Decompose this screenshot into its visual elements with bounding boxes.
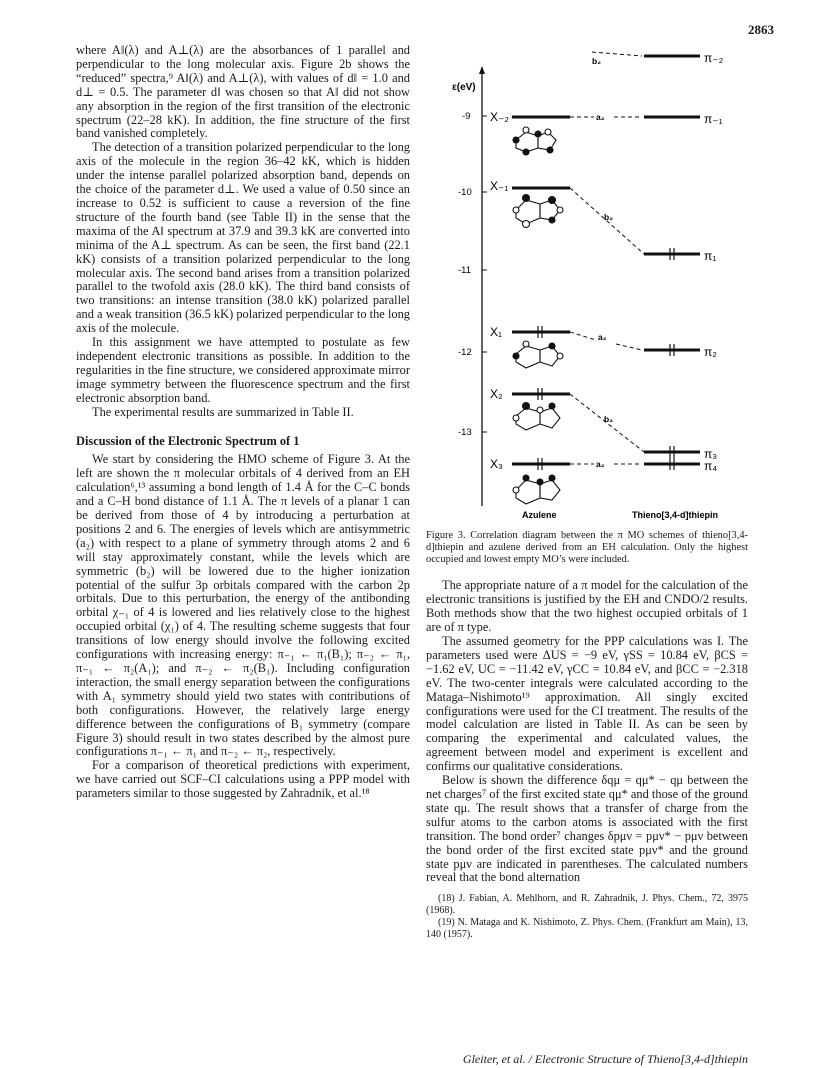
paragraph: For a comparison of theoretical predictions with experiment, we have carried out SCF–CI calculations using a PPP model with parameters similar to those suggested by Zahradnik, et al.¹⁸ xyxy=(76,758,410,801)
symmetry-label: b₂ xyxy=(604,414,613,424)
references xyxy=(426,893,748,940)
symmetry-label: a₂ xyxy=(598,332,607,342)
symmetry-label: a₂ xyxy=(596,459,605,469)
symmetry-label: a₂ xyxy=(596,112,605,122)
orbital-sketch-x1 xyxy=(513,341,563,368)
paragraph: The assumed geometry for the PPP calculations was I. The parameters used were ΔUS = −9 eV, γSS = 10.84 eV, βCS = −1.62 eV, UC = −11.42 eV, γCC = 10.84 eV, and βCC = −2.318 eV. The two-center integrals were calculated according to the Mataga–Nishimoto¹⁹ approximation. All singly excited configurations were used for the CI treatment. The results of the model calculation are listed in Table II. As can be seen by comparing the experimental and calculated values, the agreement between model and experiment is excellent and confirms our qualitative considerations. xyxy=(426,634,748,774)
level-label-right: π₂ xyxy=(704,345,717,359)
level-label-right: π₋₂ xyxy=(704,51,724,65)
correlation-diagram xyxy=(446,44,746,522)
level-label-left: X₁ xyxy=(490,325,503,339)
paragraph: The experimental results are summarized in Table II. xyxy=(92,404,354,419)
symmetry-label: b₂ xyxy=(604,212,613,222)
y-axis-arrow xyxy=(479,66,485,74)
level-label-left: X₋₂ xyxy=(490,110,509,124)
tick-label: -10 xyxy=(458,187,472,198)
tick-label: -13 xyxy=(458,427,472,438)
left-column xyxy=(76,44,410,801)
y-axis-label: ε(eV) xyxy=(452,82,476,93)
orbital-sketch-x-1 xyxy=(513,195,563,228)
tick-label: -12 xyxy=(458,347,472,358)
page-number: 2863 xyxy=(748,22,774,37)
paragraph: We start by considering the HMO scheme of Figure 3. At the left are shown the π molecular orbitals of 4 derived from an EH calculation⁶,¹³ assuming a bond length of 1.4 Å for the C–C bonds and a C–H bond distance of 1.1 Å. The π levels of a planar 1 can be derived from those of 4 by introducing a perturbation at positions 2 and 6. The energies of levels which are antisymmetric (a₂) with respect to a plane of symmetry through atoms 2 and 6 will stay approximately constant, while the levels which are symmetric (b₂) will be lowered due to the higher ionization potential of the sulfur 3p orbitals compared with the carbon 2p orbitals. Due to this perturbation, the energy of the antibonding orbital χ₋₁ of 4 is lowered and lies relatively close to the highest occupied orbital (χ₁) of 4. The resulting scheme suggests that four transitions of low energy should involve the following excited configurations with increasing energy: π₋₁ ← π₁(B₁); π₋₂ ← π₁, π₋₁ ← π₂(A₁); and π₋₂ ← π₂(B₁). Including configuration interaction, the small energy separation between the configurations with A₁ symmetry should yield two states with contributions of both configurations. However, the relatively large energy difference between the configurations of B₁ symmetry (compare Figure 3) should result in two states described by the almost pure configurations π₋₁ ← π₁ and π₋₂ ← π₂, respectively. xyxy=(76,452,410,759)
paragraph: In this assignment we have attempted to postulate as few independent electronic transitions as possible. In addition to the regularities in the fine structure, we considered approximate mirror image symmetry between the fluorescence spectrum and the first electronic absorption band. xyxy=(76,335,410,405)
azulene-label: Azulene xyxy=(522,510,557,520)
figure-caption: Figure 3. Correlation diagram between the π MO schemes of thieno[3,4-d]thiepin and azulene derived from an EH calculation. Only the highest occupied and lowest empty MO’s were included. xyxy=(426,530,748,565)
orbital-sketch-x3 xyxy=(513,475,560,504)
section-heading: Discussion of the Electronic Spectrum of 1 xyxy=(76,434,300,449)
correlation-line xyxy=(616,344,642,350)
running-footer: Gleiter, et al. / Electronic Structure of Thieno[3,4-d]thiepin xyxy=(462,1052,748,1066)
level-label-left: X₂ xyxy=(490,387,503,401)
level-label-right: π₄ xyxy=(704,459,718,473)
tick-label: -11 xyxy=(458,265,472,276)
paragraph: Below is shown the difference δqμ = qμ* − qμ between the net charges⁷ of the first excited state qμ* and those of the ground state qμ. The result shows that a transfer of charge from the sulfur atoms to the carbon atoms is associated with the first transition. The bond order⁷ changes δpμν = pμν* − pμν between the bond order of the first excited state pμν* and the ground state pμν are indicated in parentheses. The calculated numbers reveal that the bond alternation xyxy=(426,773,748,885)
level-label-left: X₃ xyxy=(490,457,503,471)
orbital-sketch-x-2 xyxy=(513,127,556,155)
paragraph: The appropriate nature of a π model for the calculation of the electronic transitions is justified by the EH and CNDO/2 results. Both methods show that the two highest occupied orbitals of 1 are of π type. xyxy=(426,578,748,635)
level-label-right: π₁ xyxy=(704,249,717,263)
tick-label: -9 xyxy=(462,111,471,122)
right-column xyxy=(426,530,748,941)
symmetry-label: b₂ xyxy=(592,56,601,66)
level-label-right: π₋₁ xyxy=(704,112,723,126)
thiepin-label: Thieno[3,4-d]thiepin xyxy=(632,510,718,520)
level-label-left: X₋₁ xyxy=(490,179,509,193)
reference: (19) N. Mataga and K. Nishimoto, Z. Phys. Chem. (Frankfurt am Main), 13, 140 (1957). xyxy=(426,916,748,940)
orbital-sketch-x2 xyxy=(513,403,560,431)
correlation-line xyxy=(570,332,596,340)
paragraph: where A‖(λ) and A⊥(λ) are the absorbances of 1 parallel and perpendicular to the long molecular axis. Figure 2b shows the “reduced” spectra,⁹ A‖(λ) and A⊥(λ), with values of d‖ = 1.0 and d⊥ = 0.5. The parameter d‖ was chosen so that A‖ did not show any absorption in the region of the first transition of the electronic spectrum (22–28 kK). In addition, the fine structure of the first band vanished completely. xyxy=(76,43,410,141)
paragraph: The detection of a transition polarized perpendicular to the long axis of the molecule in the region 36–42 kK, which is hidden under the intense parallel polarized absorption band, depends on the choice of the parameter d⊥. We used a value of 0.50 since an increase to 0.52 is sufficient to cause a reversion of the fine structure of the fourth band (see Table II) in the sense that the maxima of the A‖ spectrum at 37.9 and 39.3 kK are converted into minima of the A⊥ spectrum. As can be seen, the first band (22.1 kK) consists of a transition polarized perpendicular to the long molecular axis. The second band arises from a transition polarized parallel to the twofold axis (28.0 kK). The third band consists of two transitions: an intense transition (38.0 kK) polarized parallel and a weak transition (36.5 kK) polarized perpendicular to the long axis of the molecule. xyxy=(76,140,410,336)
level-label-right: π₃ xyxy=(704,447,718,461)
reference: (18) J. Fabian, A. Mehlhorn, and R. Zahradnik, J. Phys. Chem., 72, 3975 (1968). xyxy=(426,893,748,917)
